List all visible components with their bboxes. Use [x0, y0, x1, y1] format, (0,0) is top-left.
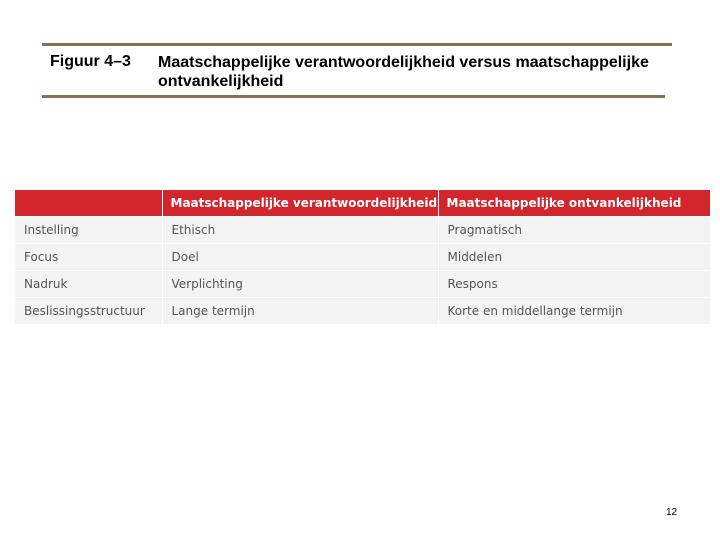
table-cell: Korte en middellange termijn [438, 298, 710, 325]
table-cell: Doel [162, 244, 438, 271]
figure-label: Figuur 4–3 [50, 53, 131, 70]
table-cell: Verplichting [162, 271, 438, 298]
top-rule [42, 43, 672, 46]
table-cell: Respons [438, 271, 710, 298]
table-row [15, 298, 710, 325]
figure-title: Maatschappelijke verantwoordelijkheid versus maatschappelijke ontvankelijkheid [158, 54, 649, 90]
comparison-table-container [15, 190, 710, 324]
table-header-row [15, 190, 710, 217]
table-cell: Middelen [438, 244, 710, 271]
bottom-rule [42, 95, 665, 98]
table-cell: Lange termijn [162, 298, 438, 325]
page-number: 12 [666, 507, 678, 518]
row-label: Beslissingsstructuur [15, 298, 162, 325]
row-label: Focus [15, 244, 162, 271]
table-cell: Pragmatisch [438, 217, 710, 244]
header-cell-responsibility: Maatschappelijke verantwoordelijkheid [162, 190, 438, 217]
table-cell: Ethisch [162, 217, 438, 244]
row-label: Instelling [15, 217, 162, 244]
header-cell-responsiveness: Maatschappelijke ontvankelijkheid [438, 190, 710, 217]
row-label: Nadruk [15, 271, 162, 298]
comparison-table [15, 190, 710, 324]
table-row [15, 217, 710, 244]
table-row [15, 244, 710, 271]
table-row [15, 271, 710, 298]
header-cell-empty [15, 190, 162, 217]
